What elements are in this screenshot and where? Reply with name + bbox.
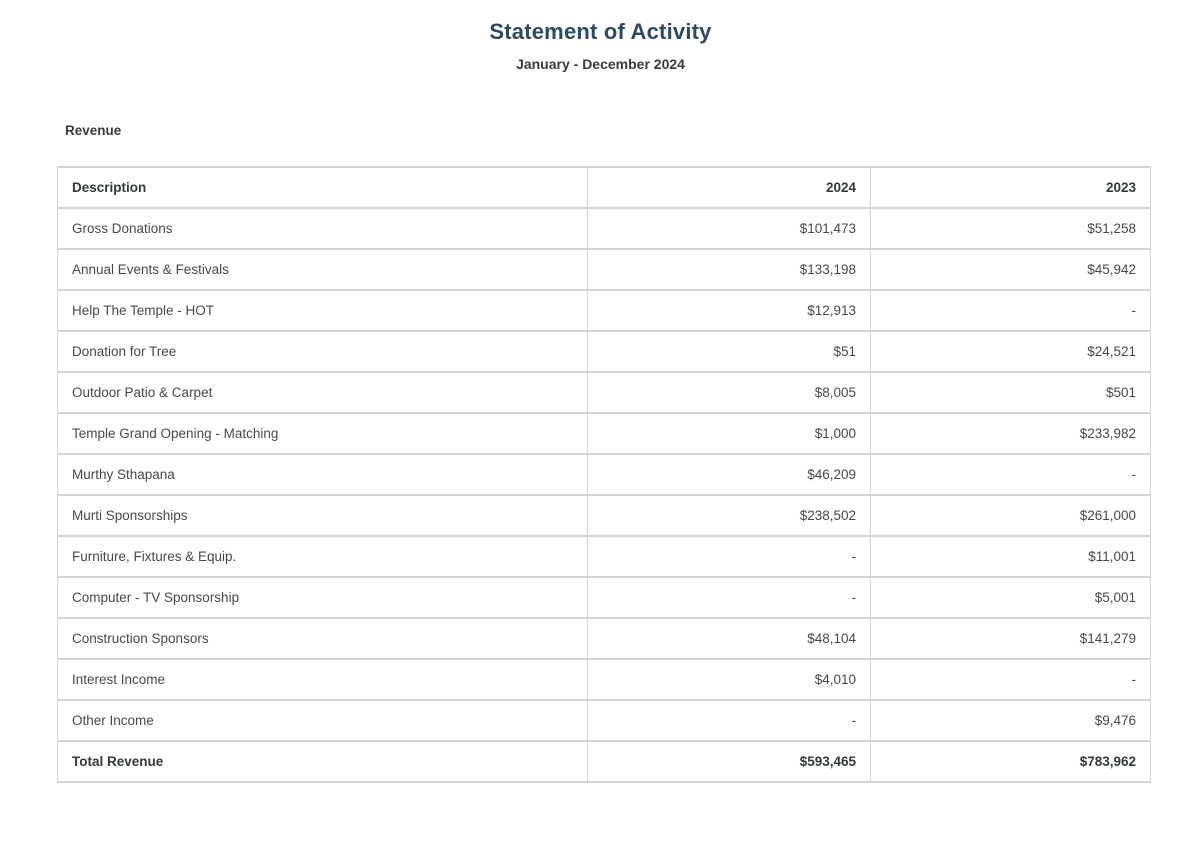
table-row [58,413,1151,454]
revenue-table [57,166,1151,783]
row-value-2024-cell: $1,000 [588,413,871,454]
row-value-2023-cell: - [871,290,1151,331]
row-value-2024-cell: $46,209 [588,454,871,495]
table-header-row [58,167,1151,208]
row-label-cell: Computer - TV Sponsorship [58,577,588,618]
table-body [58,208,1151,741]
row-value-2024-cell: $101,473 [588,208,871,249]
row-value-2024-cell: - [588,536,871,577]
row-label-cell: Annual Events & Festivals [58,249,588,290]
row-label-cell: Furniture, Fixtures & Equip. [58,536,588,577]
table-row [58,495,1151,536]
column-header-2024: 2024 [588,167,871,208]
row-value-2023-cell: - [871,659,1151,700]
row-value-2023-cell: $45,942 [871,249,1151,290]
row-label-cell: Interest Income [58,659,588,700]
table-row [58,208,1151,249]
row-value-2024-cell: $12,913 [588,290,871,331]
row-value-2024-cell: $51 [588,331,871,372]
table-row [58,454,1151,495]
total-value-2023: $783,962 [871,741,1151,782]
section-heading-revenue: Revenue [65,123,122,138]
table-row [58,700,1151,741]
row-value-2023-cell: $141,279 [871,618,1151,659]
row-label-cell: Outdoor Patio & Carpet [58,372,588,413]
row-value-2023-cell: $233,982 [871,413,1151,454]
table-row [58,659,1151,700]
row-value-2024-cell: $8,005 [588,372,871,413]
row-label-cell: Murthy Sthapana [58,454,588,495]
row-label-cell: Construction Sponsors [58,618,588,659]
row-value-2023-cell: $5,001 [871,577,1151,618]
row-label-cell: Help The Temple - HOT [58,290,588,331]
total-value-2024: $593,465 [588,741,871,782]
row-value-2024-cell: - [588,577,871,618]
row-label-cell: Gross Donations [58,208,588,249]
row-value-2024-cell: - [588,700,871,741]
table-row [58,618,1151,659]
table-row [58,577,1151,618]
row-value-2023-cell: $9,476 [871,700,1151,741]
row-value-2023-cell: $51,258 [871,208,1151,249]
row-label-cell: Temple Grand Opening - Matching [58,413,588,454]
page-title: Statement of Activity [489,19,712,44]
row-value-2024-cell: $4,010 [588,659,871,700]
row-label-cell: Donation for Tree [58,331,588,372]
row-value-2023-cell: $24,521 [871,331,1151,372]
table-row [58,249,1151,290]
row-label-cell: Murti Sponsorships [58,495,588,536]
row-value-2023-cell: - [871,454,1151,495]
table-row [58,290,1151,331]
row-value-2024-cell: $133,198 [588,249,871,290]
table-row [58,372,1151,413]
total-revenue-row [58,741,1151,782]
table-row [58,331,1151,372]
row-label-cell: Other Income [58,700,588,741]
row-value-2024-cell: $238,502 [588,495,871,536]
column-header-2023: 2023 [871,167,1151,208]
row-value-2023-cell: $11,001 [871,536,1151,577]
column-header-description: Description [58,167,588,208]
row-value-2023-cell: $501 [871,372,1151,413]
report-date-range: January - December 2024 [516,56,685,72]
row-value-2023-cell: $261,000 [871,495,1151,536]
row-value-2024-cell: $48,104 [588,618,871,659]
total-label: Total Revenue [58,741,588,782]
table-row [58,536,1151,577]
